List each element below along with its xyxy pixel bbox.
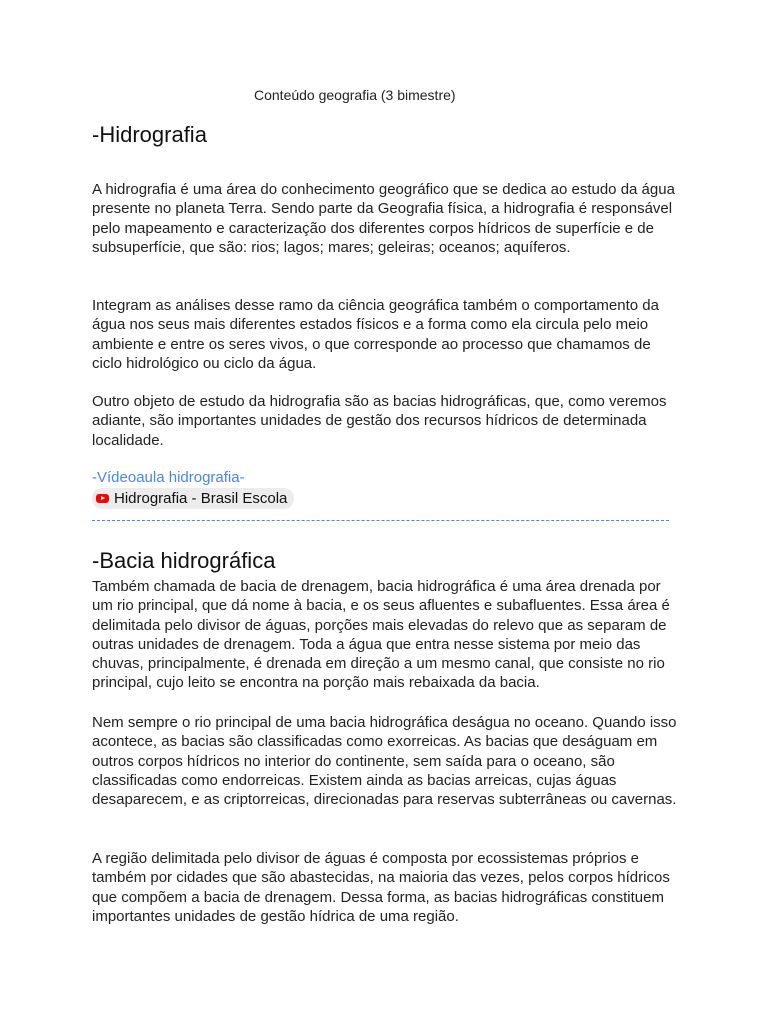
section-divider — [92, 520, 669, 521]
paragraph: A região delimitada pelo divisor de águas é composta por ecossistemas próprios e também por cidades que são abastecidas, na maioria das vezes, pelos corpos hídricos que compõem a bacia de drenagem. Dessa forma, as bacias hidrográficas constituem importantes unidades de gestão hídrica de uma região. — [92, 850, 670, 925]
video-lesson-label: -Vídeoaula hidrografia- — [92, 469, 245, 486]
video-link-chip[interactable] — [92, 488, 294, 509]
paragraph: Outro objeto de estudo da hidrografia são as bacias hidrográficas, que, como veremos adiante, são importantes unidades de gestão dos recursos hídricos de determinada localidade. — [92, 393, 667, 449]
paragraph: Nem sempre o rio principal de uma bacia hidrográfica deságua no oceano. Quando isso acontece, as bacias são classificadas como exorreicas. As bacias que deságuam em outros corpos hídricos no interior do continente, sem saída para o oceano, são classificadas como endorreicas. Existem ainda as bacias arreicas, cujas águas desaparecem, e as criptorreicas, direcionadas para reservas subterrâneas ou cavernas. — [92, 714, 677, 809]
paragraph: Também chamada de bacia de drenagem, bacia hidrográfica é uma área drenada por um rio principal, que dá nome à bacia, e os seus afluentes e subafluentes. Essa área é delimitada pelo divisor de águas, porções mais elevadas do relevo que as separam de outras unidades de drenagem. Toda a água que entra nesse sistema por meio das chuvas, principalmente, é drenada em direção a um mesmo canal, que consiste no rio principal, cujo leito se encontra na porção mais rebaixada da bacia. — [92, 578, 670, 692]
video-link-label: Hidrografia - Brasil Escola — [114, 490, 288, 507]
section-title-bacia: -Bacia hidrográfica — [92, 548, 276, 573]
paragraph: Integram as análises desse ramo da ciência geográfica também o comportamento da água nos seus mais diferentes estados físicos e a forma como ela circula pelo meio ambiente e entre os seres vivos, o que corresponde ao processo que chamamos de ciclo hidrológico ou ciclo da água. — [92, 297, 659, 372]
document-header: Conteúdo geografia (3 bimestre) — [254, 87, 456, 103]
youtube-icon — [96, 494, 109, 503]
paragraph: A hidrografia é uma área do conhecimento geográfico que se dedica ao estudo da água presente no planeta Terra. Sendo parte da Geografia física, a hidrografia é responsável pelo mapeamento e caracterização dos diferentes corpos hídricos de superfície e de subsuperfície, que são: rios; lagos; mares; geleiras; oceanos; aquíferos. — [92, 181, 675, 256]
section-title-hidrografia: -Hidrografia — [92, 122, 207, 147]
